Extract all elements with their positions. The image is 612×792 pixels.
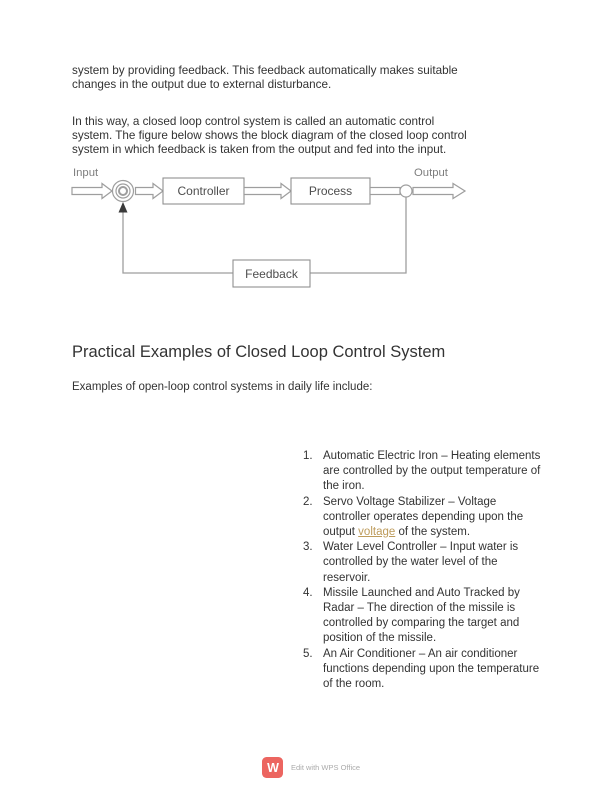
section-heading: Practical Examples of Closed Loop Control System [72,343,446,361]
output-label: Output [414,167,448,179]
paragraph-line: system. The figure below shows the block diagram of the closed loop control [72,129,467,142]
list-item [303,495,551,541]
paragraph-line: system by providing feedback. This feedback automatically makes suitable [72,64,458,77]
input-label: Input [73,167,99,179]
wps-logo-icon[interactable]: W [262,757,283,778]
list-item-number: 4. [303,586,313,599]
paragraph-feedback [72,64,562,92]
list-item-text-segment: Missile Launched and Auto Tracked by Radar – The direction of the missile is controlled by comparing the target and position of the missile. [323,586,520,645]
list-item-text-segment: of the system. [395,526,471,539]
examples-list [303,449,551,692]
list-item-number: 2. [303,495,313,508]
paragraph-line: changes in the output due to external disturbance. [72,78,332,91]
controller-to-process-arrow-icon [244,184,291,199]
list-item-text-segment: Automatic Electric Iron – Heating elements are controlled by the output temperature of the iron. [323,450,541,493]
list-item [303,540,551,586]
voltage-link[interactable]: voltage [358,526,396,539]
list-item-text [323,449,541,495]
controller-label: Controller [177,184,230,198]
list-item [303,647,551,693]
list-item-text [323,495,541,541]
paragraph-line: In this way, a closed loop control system is called an automatic control [72,115,435,128]
summing-junction-inner [119,187,127,195]
list-item-number: 3. [303,541,313,554]
output-arrow-icon [413,184,465,199]
list-item-text-segment: An Air Conditioner – An air conditioner functions depending upon the temperature of the room. [323,647,540,691]
input-arrow-icon [72,184,112,199]
list-item-number: 5. [303,647,313,660]
block-diagram [63,160,473,295]
process-label: Process [308,184,353,198]
list-item-number: 1. [303,450,313,462]
junction-to-controller-arrow-icon [136,184,164,199]
feedback-label: Feedback [245,267,298,281]
wps-footer-badge[interactable] [262,757,360,778]
takeoff-point [400,185,412,197]
list-item-text [323,586,541,647]
list-item-text-segment: Servo Voltage Stabilizer – Voltage controller operates depending upon the output [323,495,524,539]
list-item [303,586,551,647]
list-item-text-segment: Water Level Controller – Input water is controlled by the water level of the reservoir. [323,541,519,584]
list-item [303,449,551,495]
paragraph-line: system in which feedback is taken from the output and fed into the input. [72,143,447,156]
list-item-text [323,647,541,693]
paragraph-closed-loop [72,115,562,157]
wps-footer-text: Edit with WPS Office [291,763,361,772]
process-to-takeoff-bar [370,188,400,195]
list-intro-text: Examples of open-loop control systems in daily life include: [72,381,373,393]
list-item-text [323,540,541,586]
feedback-arrowhead-icon [119,202,128,213]
